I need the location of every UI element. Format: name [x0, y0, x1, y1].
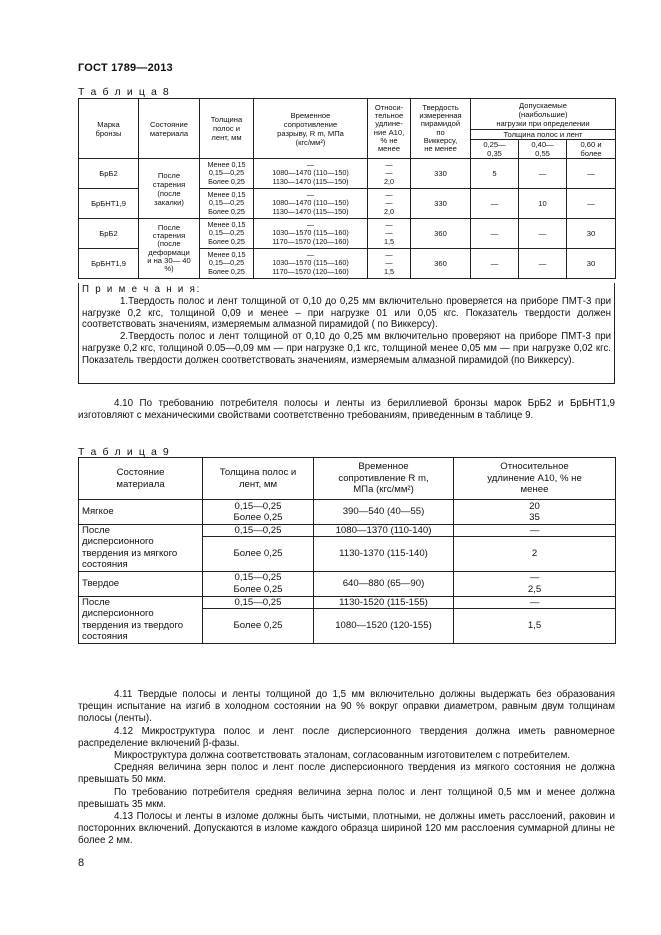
thickness-cell: 0,15—0,25: [203, 596, 314, 608]
hardness-cell: 330: [411, 159, 471, 189]
elongation-cell: 2: [454, 537, 616, 571]
load-cell: 10: [519, 189, 567, 219]
strength-cell: 1130-1370 (115-140): [314, 537, 454, 571]
paragraph-microstructure: Микроструктура должна соответствовать эталонам, согласованным изготовителем с потребителем.: [114, 750, 571, 762]
thickness-cell: Менее 0,15 0,15—0,25 Более 0,25: [200, 159, 254, 189]
state-cell: После старения (после деформаци и на 30— 40 %): [139, 219, 200, 279]
strength-cell: 390—540 (40—55): [314, 500, 454, 525]
header-load-group: Допускаемые (наибольшие) нагрузки при определении: [471, 99, 616, 130]
load-cell: —: [567, 159, 616, 189]
table-row: [79, 596, 616, 608]
elongation-cell: —: [454, 596, 616, 608]
state-cell: Твердое: [79, 571, 203, 596]
load-cell: —: [471, 249, 519, 279]
state-cell: После дисперсионного твердения из мягкого состояния: [79, 525, 203, 572]
load-cell: —: [519, 249, 567, 279]
paragraph-grain-size-request: По требованию потребителя средняя величина зерна полос и лент толщиной 0,5 мм и менее должна превышать 35 мкм.: [78, 786, 615, 810]
elongation-cell: — — 2,0: [368, 189, 411, 219]
strength-cell: — 1030—1570 (115—160) 1170—1570 (120—160): [254, 219, 368, 249]
load-cell: —: [519, 159, 567, 189]
thickness-cell: Более 0,25: [203, 537, 314, 571]
note-1: 1.Твердость полос и лент толщиной от 0,10 до 0,25 мм включительно проверяется на приборе ПМТ-3 при нагрузке 0,2 кгс, толщиной 0,09 и менее – при нагрузке 01 или 0,05 кгс. Показатель твердости должен соответствовать значениям, измеряемым алмазной пирамидой ( по Виккерсу).: [82, 295, 611, 331]
header-grade: Марка бронзы: [79, 99, 139, 159]
header-load-col-1: 0,25— 0,35: [471, 140, 519, 159]
header-state: Состояние материала: [79, 458, 203, 500]
grade-cell: БрБ2: [79, 159, 139, 189]
strength-cell: — 1080—1470 (110—150) 1130—1470 (115—150): [254, 189, 368, 219]
paragraph-4-10: 4.10 По требованию потребителя полосы и ленты из бериллиевой бронзы марок БрБ2 и БрБНТ1,9 изготовляют с механическими свойствами соответственно требованиям, приведенным в таблице 9.: [78, 398, 615, 422]
load-cell: 5: [471, 159, 519, 189]
elongation-cell: —: [454, 525, 616, 537]
page-number: 8: [78, 857, 85, 869]
note-2: 2.Твердость полос и лент толщиной от 0,10 до 0,25 мм включительно проверяют на приборе ПМТ-3 при нагрузке 0,2 кгс, толщиной 0.05—0,09 мм — при нагрузке 0,1 кгс, толщиной менее 0,05 мм — при нагрузке 0,02 кгс. Показатель твердости должен соответствовать значениям, измеряемым алмазной пирамидой (по Виккерсу).: [82, 331, 611, 366]
load-cell: —: [519, 219, 567, 249]
load-cell: —: [567, 189, 616, 219]
header-elongation: Относительное удлинение A10, % не менее: [454, 458, 616, 500]
header-hardness: Твердость измеренная пирамидой по Виккерсу, не менее: [411, 99, 471, 159]
strength-cell: 1080—1520 (120-155): [314, 609, 454, 644]
paragraph-grain-size: Средняя величина зерн полос и лент после дисперсионного твердения из мягкого состояния не должна превышать 50 мкм.: [78, 762, 615, 786]
strength-cell: — 1030—1570 (115—160) 1170—1570 (120—160): [254, 249, 368, 279]
header-load-col-2: 0,40— 0,55: [519, 140, 567, 159]
table-row: [79, 571, 616, 596]
strength-cell: 1080—1370 (110-140): [314, 525, 454, 537]
paragraph-4-12: 4.12 Микроструктура полос и лент после дисперсионного твердения должна иметь равномерное распределение включений β-фазы.: [78, 725, 615, 749]
table-row: [79, 159, 616, 189]
load-cell: 30: [567, 249, 616, 279]
paragraph-4-13: 4.13 Полосы и ленты в изломе должны быть чистыми, плотными, не должны иметь расслоений, раковин и посторонних включений. Допускаются в изломе каждого образца шириной 120 мм расслоения суммарной длины не более 2 мм.: [78, 811, 615, 847]
table-8: [78, 98, 616, 279]
header-load-col-3: 0,60 и более: [567, 140, 616, 159]
table9-caption: Т а б л и ц а 9: [78, 446, 171, 458]
thickness-cell: 0,15—0,25 Более 0,25: [203, 500, 314, 525]
table8-caption: Т а б л и ц а 8: [78, 86, 171, 98]
load-cell: —: [471, 219, 519, 249]
state-cell: Мягкое: [79, 500, 203, 525]
thickness-cell: 0,15—0,25: [203, 525, 314, 537]
table-row: [79, 500, 616, 525]
thickness-cell: Менее 0,15 0,15—0,25 Более 0,25: [200, 249, 254, 279]
table-row: [79, 525, 616, 537]
thickness-cell: Менее 0,15 0,15—0,25 Более 0,25: [200, 189, 254, 219]
table8-notes: [78, 283, 615, 384]
table-row: [79, 219, 616, 249]
header-thickness: Толщина полос и лент, мм: [200, 99, 254, 159]
header-state: Состояние материала: [139, 99, 200, 159]
elongation-cell: — — 1,5: [368, 219, 411, 249]
header-strength: Временное сопротивление разрыву, R m, МПа (кгс/мм²): [254, 99, 368, 159]
state-cell: После старения (после закалки): [139, 159, 200, 219]
thickness-cell: Более 0,25: [203, 609, 314, 644]
elongation-cell: 1,5: [454, 609, 616, 644]
thickness-cell: Менее 0,15 0,15—0,25 Более 0,25: [200, 219, 254, 249]
elongation-cell: 20 35: [454, 500, 616, 525]
strength-cell: 640—880 (65—90): [314, 571, 454, 596]
paragraphs-block: [78, 689, 615, 848]
load-cell: 30: [567, 219, 616, 249]
table-9: [78, 457, 616, 644]
notes-title: П р и м е ч а н и я:: [82, 284, 202, 295]
grade-cell: БрБНТ1,9: [79, 189, 139, 219]
elongation-cell: — 2,5: [454, 571, 616, 596]
thickness-cell: 0,15—0,25 Более 0,25: [203, 571, 314, 596]
header-thickness: Толщина полос и лент, мм: [203, 458, 314, 500]
grade-cell: БрБНТ1,9: [79, 249, 139, 279]
hardness-cell: 330: [411, 189, 471, 219]
state-cell: После дисперсионного твердения из твердого состояния: [79, 596, 203, 643]
hardness-cell: 360: [411, 249, 471, 279]
header-strength: Временное сопротивление R m, МПа (кгс/мм²): [314, 458, 454, 500]
hardness-cell: 360: [411, 219, 471, 249]
elongation-cell: — — 1,5: [368, 249, 411, 279]
elongation-cell: — — 2,0: [368, 159, 411, 189]
strength-cell: 1130-1520 (115-155): [314, 596, 454, 608]
document-header: ГОСТ 1789—2013: [78, 62, 173, 74]
header-elongation: Относи- тельное удлине- ние A10, % не менее: [368, 99, 411, 159]
grade-cell: БрБ2: [79, 219, 139, 249]
paragraph-4-11: 4.11 Твердые полосы и ленты толщиной до 1,5 мм включительно должны выдержать без образования трещин испытание на изгиб в холодном состоянии на 90 % вокруг оправки диаметром, равным двум толщинам полосы (ленты).: [78, 689, 615, 725]
strength-cell: — 1080—1470 (110—150) 1130—1470 (115—150): [254, 159, 368, 189]
header-load-sub: Толщина полос и лент: [471, 130, 616, 140]
load-cell: —: [471, 189, 519, 219]
